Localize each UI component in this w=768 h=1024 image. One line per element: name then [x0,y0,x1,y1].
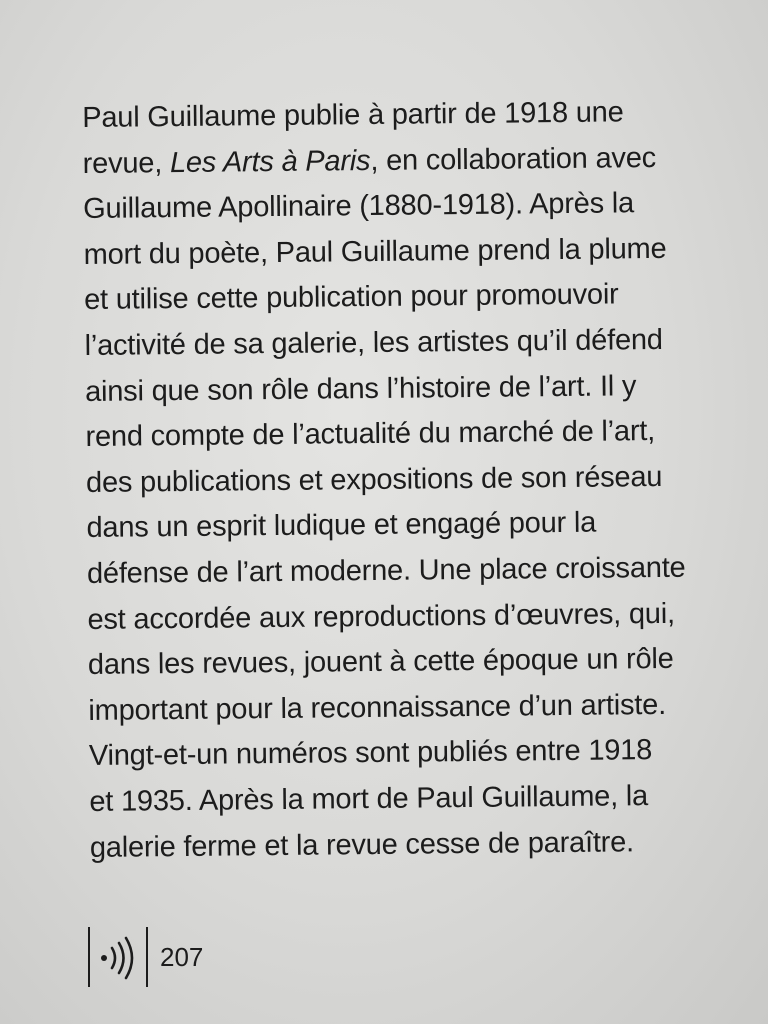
text-line: important pour la reconnaissance d’un artiste. [88,688,667,727]
text-line: galerie ferme et la revue cesse de paraître. [89,825,635,864]
text-line: Guillaume Apollinaire (1880-1918). Après la [83,187,635,226]
text-line: mort du poète, Paul Guillaume prend la plume [83,232,667,271]
audio-guide-number: 207 [160,941,204,972]
divider-right [146,927,148,987]
text-line: des publications et expositions de son réseau [85,460,663,499]
text-line: et utilise cette publication pour promouvoir [83,278,619,317]
text-line: l’activité de sa galerie, les artistes qu’il défend [84,323,663,362]
text-line: Vingt-et-un numéros sont publiés entre 1918 [88,734,653,773]
text-line: et 1935. Après la mort de Paul Guillaume, la [89,780,649,818]
text-line: ainsi que son rôle dans l’histoire de l’art. Il y [84,369,637,408]
audio-guide-marker [88,925,203,989]
text-line: Paul Guillaume publie à partir de 1918 une [82,96,624,134]
text-line: dans un esprit ludique et engagé pour la [86,506,597,545]
wall-text [82,89,760,871]
text-line: revue, Les Arts à Paris, en collaboration avec [82,141,657,180]
text-line: dans les revues, jouent à cette époque un rôle [87,642,674,682]
text-line: défense de l’art moderne. Une place croissante [86,551,686,590]
journal-title: Les Arts à Paris [169,144,371,179]
text-line: est accordée aux reproductions d’œuvres, qui, [87,597,676,636]
audio-guide-icon [90,927,146,987]
text-line: rend compte de l’actualité du marché de l’art, [85,415,656,454]
